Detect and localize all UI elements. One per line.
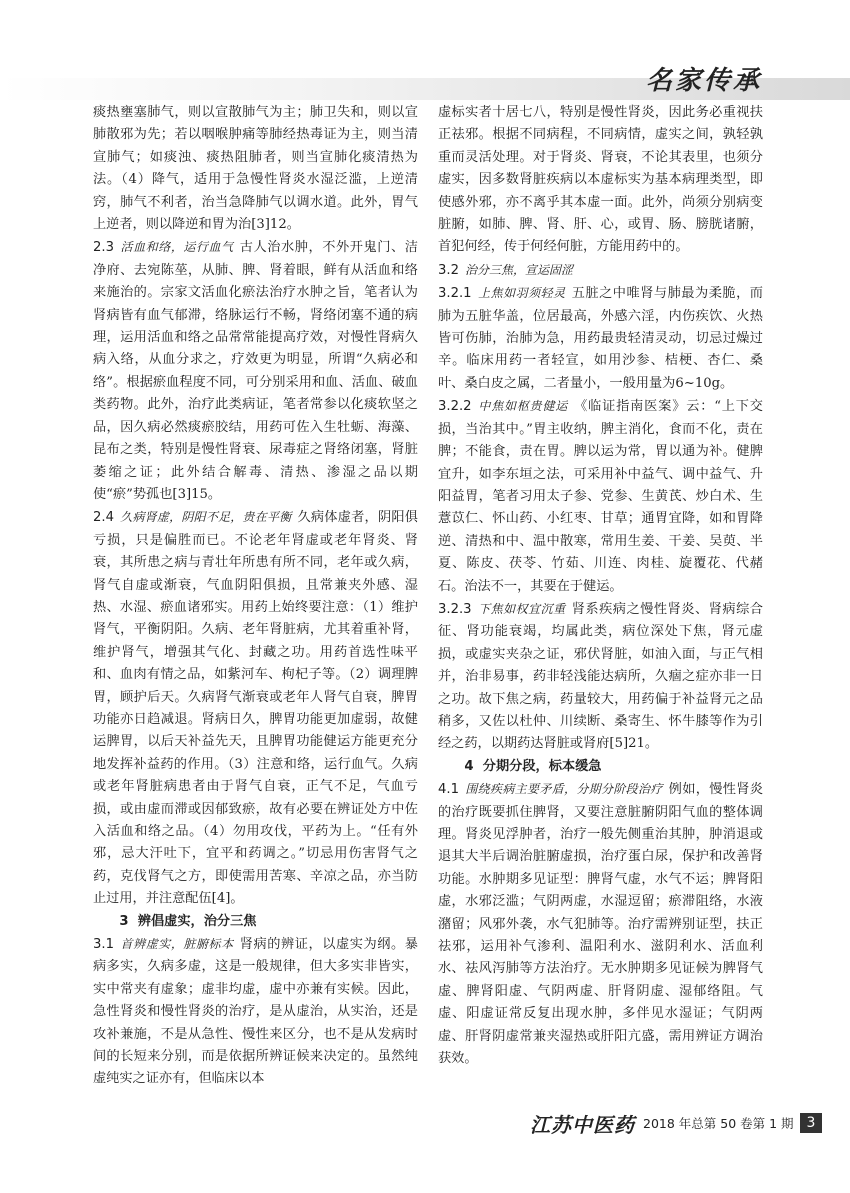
subsection-3-2-3: 3.2.3 下焦如权宜沉重 肾系疾病之慢性肾炎、肾病综合征、肾功能衰竭，均属此类，病位深处下焦，肾元虚损，或虚实夹杂之证，邪伏肾脏，如油入面，与正气相并，治非易事，药非轻浅能达病所，久痼之症亦非一日之功。故下焦之病，药量较大，用药偏于补益肾元之品稍多，又佐以杜仲、川续断、桑寄生、怀牛膝等作为引经之药，以期药达肾脏或肾府[5]21。 xyxy=(438,601,763,752)
section-3-heading: 3 辨倡虚实，治分三焦 xyxy=(119,913,257,929)
journal-name: 江苏中医药 xyxy=(530,1112,635,1137)
paragraph: 虚标实者十居七八，特别是慢性肾炎，因此务必重视扶正祛邪。根据不同病程，不同病情，虚实之间，孰轻孰重而灵活处理。对于肾炎、肾衰，不论其表里，也须分虚实，因多数肾脏疾病以本虚标实为基本病理类型，即使感外邪，亦不离乎其本虚一面。此外，尚须分别病变脏腑，如肺、脾、肾、肝、心，或胃、肠、膀胱诸腑，首犯何经，传于何经何脏，方能用药中的。 xyxy=(438,105,763,255)
subsection-3-1: 3.1 首辨虚实，脏腑标本 肾病的辨证，以虚实为纲。暴病多实，久病多虚，这是一般规律，但大多实非皆实，实中常夹有虚象；虚非均虚，虚中亦兼有实候。因此，急性肾炎和慢性肾炎的治疗，是从虚治，从实治，还是攻补兼施，不是从急性、慢性来区分，也不是从发病时间的长短来分别，而是依据所辨证候来决定的。虽然纯虚纯实之证亦有，但临床以本 xyxy=(93,937,418,1087)
left-column xyxy=(93,102,418,1091)
section-4-heading: 4 分期分段，标本缓急 xyxy=(464,758,602,774)
subsection-4-1: 4.1 围绕疾病主要矛盾，分期分阶段治疗 例如，慢性肾炎的治疗既要抓住脾肾，又要注意脏腑阴阳气血的整体调理。肾炎见浮肿者，治疗一般先侧重治其肿，肿消退或退其大半后调治脏腑虚损，治疗蛋白尿，保护和改善肾功能。水肿期多见证型：脾肾气虚，水气不运；脾肾阳虚，水邪泛滥；气阴两虚，水湿逗留；瘀滞阻络，水液潴留；风邪外袭，水气犯肺等。治疗需辨别证型，扶正祛邪，运用补气渗利、温阳利水、滋阴利水、活血利水、祛风泻肺等方法治疗。无水肿期多见证候为脾肾气虚、脾肾阳虚、气阴两虚、肝肾阴虚、湿郁络阻。气虚、阳虚证常反复出现水肿，多伴见水湿证；气阴两虚、肝肾阴虚常兼夹湿热或肝阳亢盛，需用辨证方调治获效。 xyxy=(438,782,763,1067)
subsection-2-3: 2.3 活血和络，运行血气 古人治水肿，不外开鬼门、洁净府、去宛陈莝，从肺、脾、肾着眼，鲜有从活血和络来施治的。宗家文活血化瘀法治疗水肿之旨，笔者认为肾病皆有血气郁滞，络脉运行不畅，肾络闭塞不通的病理，运用活血和络之品常常能提高疗效，对慢性肾病久病入络，从血分求之，疗效更为明显，所谓“久病必和络”。根据瘀血程度不同，可分别采用和血、活血、破血类药物。此外，治疗此类病证，笔者常参以化痰软坚之品，因久病必然痰瘀胶结，用药可佐入生牡蛎、海藻、昆布之类，特别是慢性肾衰、尿毒症之肾络闭塞，肾脏萎缩之证；此外结合解毒、清热、渗湿之品以期使“瘀”势孤也[3]15。 xyxy=(93,240,418,502)
paragraph: 痰热壅塞肺气，则以宣散肺气为主；肺卫失和，则以宣肺散邪为先；若以咽喉肿痛等肺经热毒证为主，则当清宣肺气；如痰浊、痰热阻肺者，则当宣肺化痰清热为法。（4）降气，适用于急慢性肾炎水湿泛滥，上逆清窍，肺气不利者，治当急降肺气以调水道。此外，胃气上逆者，则以降逆和胃为治[3]12。 xyxy=(93,105,418,233)
page-footer xyxy=(530,1112,822,1137)
subsection-3-2-2: 3.2.2 中焦如枢贵健运 《临证指南医案》云：“上下交损，当治其中。”胃主收纳，脾主消化，食而不化，责在脾；不能食，责在胃。脾以运为常，胃以通为补。健脾宜升，如李东垣之法，可采用补中益气、调中益气、升阳益胃，笔者习用太子参、党参、生黄芪、炒白术、生薏苡仁、怀山药、小红枣、甘草；通胃宜降，如和胃降逆、清热和中、温中散寒，常用生姜、干姜、吴萸、半夏、陈皮、茯苓、竹茹、川连、肉桂、旋覆花、代赭石。治法不一，其要在于健运。 xyxy=(438,399,763,594)
page-number: 3 xyxy=(800,1113,823,1133)
journal-issue: 2018 年总第 50 卷第 1 期 xyxy=(643,1116,794,1131)
section-header-title: 名家传承 xyxy=(645,66,762,96)
subsection-3-2: 3.2 治分三焦，宣运固涩 xyxy=(438,262,573,278)
subsection-3-2-1: 3.2.1 上焦如羽须轻灵 五脏之中唯肾与肺最为柔脆，而肺为五脏华盖，位居最高，外感六淫，内伤疾饮、火热皆可伤肺，治肺为急，用药最贵轻清灵动，切忌过燥过辛。临床用药一者轻宣，如用沙参、桔梗、杏仁、桑叶、桑白皮之属，二者量小，一般用量为6~10g。 xyxy=(438,286,763,391)
subsection-2-4: 2.4 久病肾虚，阴阳不足，贵在平衡 久病体虚者，阴阳俱亏损，只是偏胜而已。不论老年肾虚或老年肾炎、肾衰，其所患之病与青壮年所患有所不同，老年或久病，肾气自虚或渐衰，气血阴阳俱损，且常兼夹外感、湿热、水湿、瘀血诸邪实。用药上始终要注意：（1）维护肾气，平衡阴阳。久病、老年肾脏病，尤其着重补肾，维护肾气，增强其气化、封藏之功。用药首选性味平和、血肉有情之品，如紫河车、枸杞子等。（2）调理脾胃，顾护后天。久病肾气渐衰或老年人肾气自衰，脾胃功能亦日趋减退。肾病日久，脾胃功能更加虚弱，故健运脾胃，以后天补益先天，且脾胃功能健运方能更充分地发挥补益药的作用。（3）注意和络，运行血气。久病或老年肾脏病患者由于肾气自衰，正气不足，气血亏损，或由虚而滞或因郁致瘀，故有必要在辨证处方中佐入活血和络之品。（4）勿用攻伐，平药为上。“任有外邪，忌大汗吐下，宜平和药调之。”切忌用伤害肾气之药，克伐肾气之方，即使需用苦寒、辛凉之品，亦当防止过用，并注意配伍[4]。 xyxy=(93,510,418,907)
right-column xyxy=(438,102,763,1070)
